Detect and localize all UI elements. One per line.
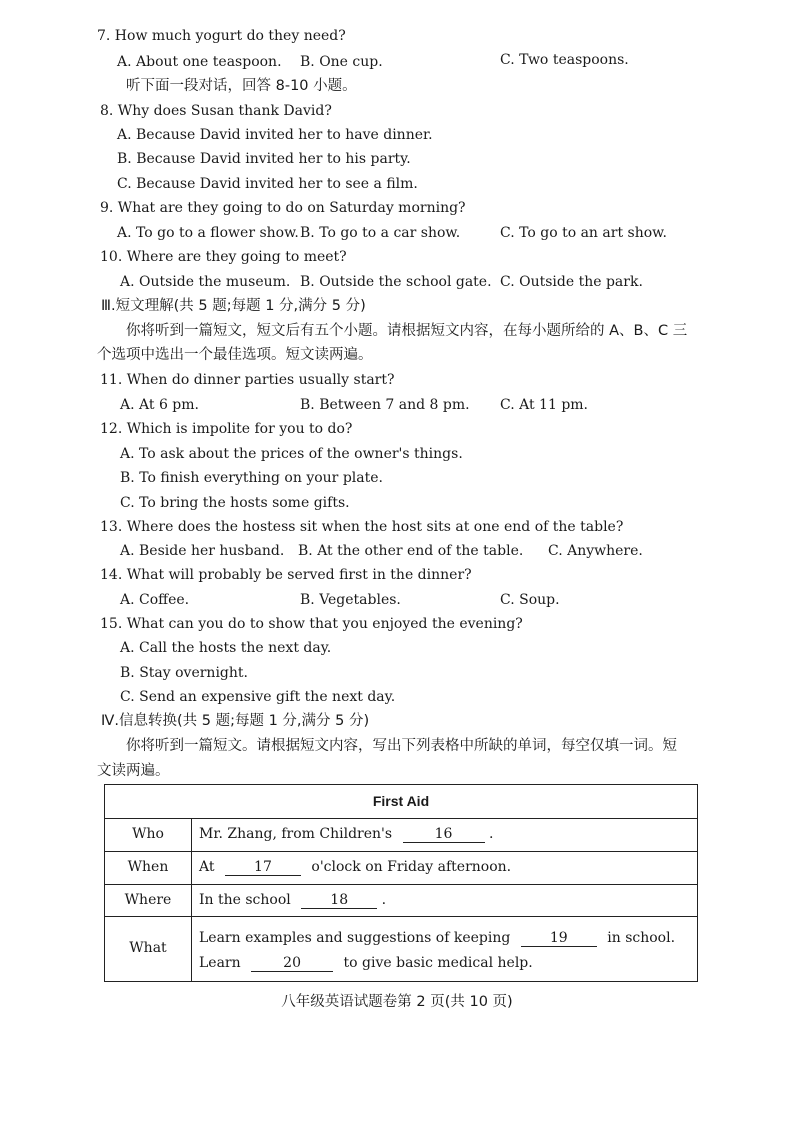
table-divider	[105, 851, 697, 852]
blank-19: 19	[521, 930, 597, 947]
question-8: 8. Why does Susan thank David?	[100, 103, 332, 119]
row-content-who	[199, 825, 493, 843]
q12-option-c: C. To bring the hosts some gifts.	[120, 495, 350, 511]
q9-option-a: A. To go to a flower show.	[117, 225, 299, 241]
q8-option-c: C. Because David invited her to see a film.	[117, 176, 418, 192]
row-label-what: What	[129, 940, 167, 956]
who-text: Mr. Zhang, from Children's	[199, 826, 393, 842]
q15-option-c: C. Send an expensive gift the next day.	[120, 689, 396, 705]
row-label-when: When	[127, 859, 169, 875]
row-content-what-line1	[199, 929, 675, 947]
question-15: 15. What can you do to show that you enjoyed the evening?	[100, 616, 523, 632]
q11-option-b: B. Between 7 and 8 pm.	[300, 397, 470, 413]
question-9: 9. What are they going to do on Saturday morning?	[100, 200, 466, 216]
q14-option-a: A. Coffee.	[120, 592, 190, 608]
where-prefix: In the school	[199, 892, 291, 908]
section-3-heading: Ⅲ.短文理解(共 5 题;每题 1 分,满分 5 分)	[101, 298, 366, 314]
question-13: 13. Where does the hostess sit when the host sits at one end of the table?	[100, 519, 624, 535]
q10-option-b: B. Outside the school gate.	[300, 274, 492, 290]
q14-option-c: C. Soup.	[500, 592, 560, 608]
what2-suffix: to give basic medical help.	[343, 955, 533, 971]
row-content-when	[199, 858, 511, 876]
table-title: First Aid	[372, 793, 430, 809]
q9-option-b: B. To go to a car show.	[300, 225, 461, 241]
q13-option-c: C. Anywhere.	[548, 543, 643, 559]
q13-option-a: A. Beside her husband.	[120, 543, 285, 559]
q14-option-b: B. Vegetables.	[300, 592, 401, 608]
question-14: 14. What will probably be served first in the dinner?	[100, 567, 472, 583]
who-period: .	[488, 826, 494, 842]
q8-option-b: B. Because David invited her to his party.	[117, 151, 411, 167]
row-label-where: Where	[124, 892, 172, 908]
blank-18: 18	[301, 892, 377, 909]
table-divider	[105, 818, 697, 819]
section-4-instruction-line2: 文读两遍。	[97, 763, 170, 779]
instruction-8-10: 听下面一段对话，回答 8-10 小题。	[126, 78, 357, 94]
row-content-where	[199, 891, 386, 909]
q7-option-c: C. Two teaspoons.	[500, 52, 629, 68]
row-content-what-line2	[199, 954, 533, 972]
question-12: 12. Which is impolite for you to do?	[100, 421, 353, 437]
row-label-who: Who	[132, 826, 164, 842]
section-4-heading: Ⅳ.信息转换(共 5 题;每题 1 分,满分 5 分)	[101, 713, 370, 729]
table-divider	[105, 916, 697, 917]
q7-option-a: A. About one teaspoon.	[117, 54, 282, 70]
q7-option-b: B. One cup.	[300, 54, 383, 70]
question-11: 11. When do dinner parties usually start?	[100, 372, 395, 388]
what2-prefix: Learn	[199, 955, 241, 971]
table-divider	[105, 884, 697, 885]
q10-option-a: A. Outside the museum.	[120, 274, 291, 290]
blank-17: 17	[225, 859, 301, 876]
question-7: 7. How much yogurt do they need?	[97, 28, 346, 44]
what1-suffix: in school.	[607, 930, 676, 946]
section-4-instruction-line1: 你将听到一篇短文。请根据短文内容，写出下列表格中所缺的单词，每空仅填一词。短	[126, 738, 677, 754]
q11-option-c: C. At 11 pm.	[500, 397, 589, 413]
where-period: .	[381, 892, 387, 908]
q9-option-c: C. To go to an art show.	[500, 225, 667, 241]
q8-option-a: A. Because David invited her to have dinner.	[117, 127, 433, 143]
first-aid-table	[104, 784, 698, 982]
when-suffix: o'clock on Friday afternoon.	[311, 859, 512, 875]
page-footer: 八年级英语试题卷第 2 页(共 10 页)	[281, 994, 513, 1010]
q15-option-b: B. Stay overnight.	[120, 665, 248, 681]
section-3-instruction-line2: 个选项中选出一个最佳选项。短文读两遍。	[97, 347, 373, 363]
q15-option-a: A. Call the hosts the next day.	[120, 640, 332, 656]
table-column-divider	[191, 818, 192, 981]
section-3-instruction-line1: 你将听到一篇短文，短文后有五个小题。请根据短文内容，在每小题所给的 A、B、C 三	[126, 323, 688, 339]
blank-16: 16	[403, 826, 485, 843]
question-10: 10. Where are they going to meet?	[100, 249, 347, 265]
q11-option-a: A. At 6 pm.	[120, 397, 199, 413]
what1-prefix: Learn examples and suggestions of keeping	[199, 930, 511, 946]
q12-option-a: A. To ask about the prices of the owner's things.	[120, 446, 463, 462]
blank-20: 20	[251, 955, 333, 972]
q10-option-c: C. Outside the park.	[500, 274, 643, 290]
when-prefix: At	[199, 859, 215, 875]
q12-option-b: B. To finish everything on your plate.	[120, 470, 383, 486]
q13-option-b: B. At the other end of the table.	[298, 543, 524, 559]
